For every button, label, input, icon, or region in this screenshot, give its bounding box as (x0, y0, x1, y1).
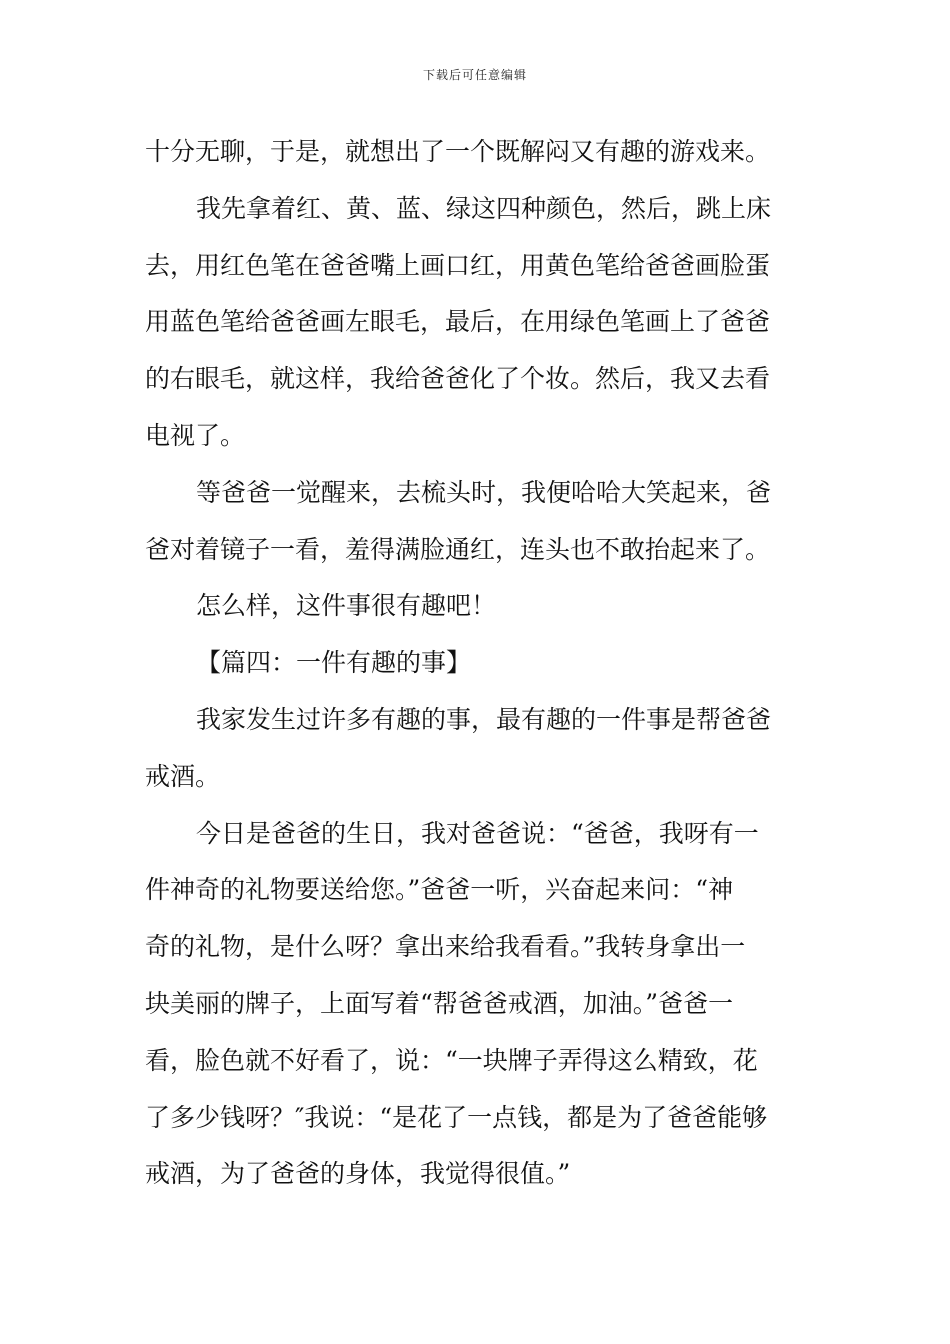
page-header: 下载后可任意编辑 (422, 68, 527, 82)
text-line: 等爸爸一觉醒来，去梳头时，我便哈哈大笑起来，爸 (196, 477, 772, 507)
text-line: 奇的礼物，是什么呀？拿出来给我看看。”我转身拿出一 (145, 932, 746, 962)
text-line: 今日是爸爸的生日，我对爸爸说：“爸爸，我呀有一 (196, 818, 759, 848)
text-line: 去，用红色笔在爸爸嘴上画口红，用黄色笔给爸爸画脸蛋 (145, 250, 771, 280)
text-line: 我先拿着红、黄、蓝、绿这四种颜色，然后，跳上床 (196, 193, 772, 223)
text-line: 我家发生过许多有趣的事，最有趣的一件事是帮爸爸 (196, 704, 772, 734)
text-line: 怎么样，这件事很有趣吧！ (196, 591, 497, 621)
text-line: 戒酒。 (145, 761, 221, 791)
text-line: 用蓝色笔给爸爸画左眼毛，最后，在用绿色笔画上了爸爸 (145, 307, 771, 337)
text-line: 了多少钱呀？″我说：“是花了一点钱，都是为了爸爸能够 (145, 1102, 768, 1132)
text-line: 爸对着镜子一看，羞得满脸通红，连头也不敢抬起来了。 (145, 534, 771, 564)
section-heading: 【篇四：一件有趣的事】 (196, 648, 472, 678)
text-line: 块美丽的牌子，上面写着“帮爸爸戒酒，加油。”爸爸一 (145, 988, 734, 1018)
text-line: 电视了。 (145, 420, 246, 450)
text-line: 看，脸色就不好看了，说：“一块牌子弄得这么精致，花 (145, 1045, 758, 1075)
text-line: 戒酒，为了爸爸的身体，我觉得很值。” (145, 1159, 571, 1189)
text-line: 件神奇的礼物要送给您。”爸爸一听，兴奋起来问：“神 (145, 875, 734, 905)
body-text (145, 124, 807, 1203)
text-line: 的右眼毛，就这样，我给爸爸化了个妆。然后，我又去看 (145, 364, 771, 394)
text-line: 十分无聊，于是，就想出了一个既解闷又有趣的游戏来。 (145, 137, 771, 166)
